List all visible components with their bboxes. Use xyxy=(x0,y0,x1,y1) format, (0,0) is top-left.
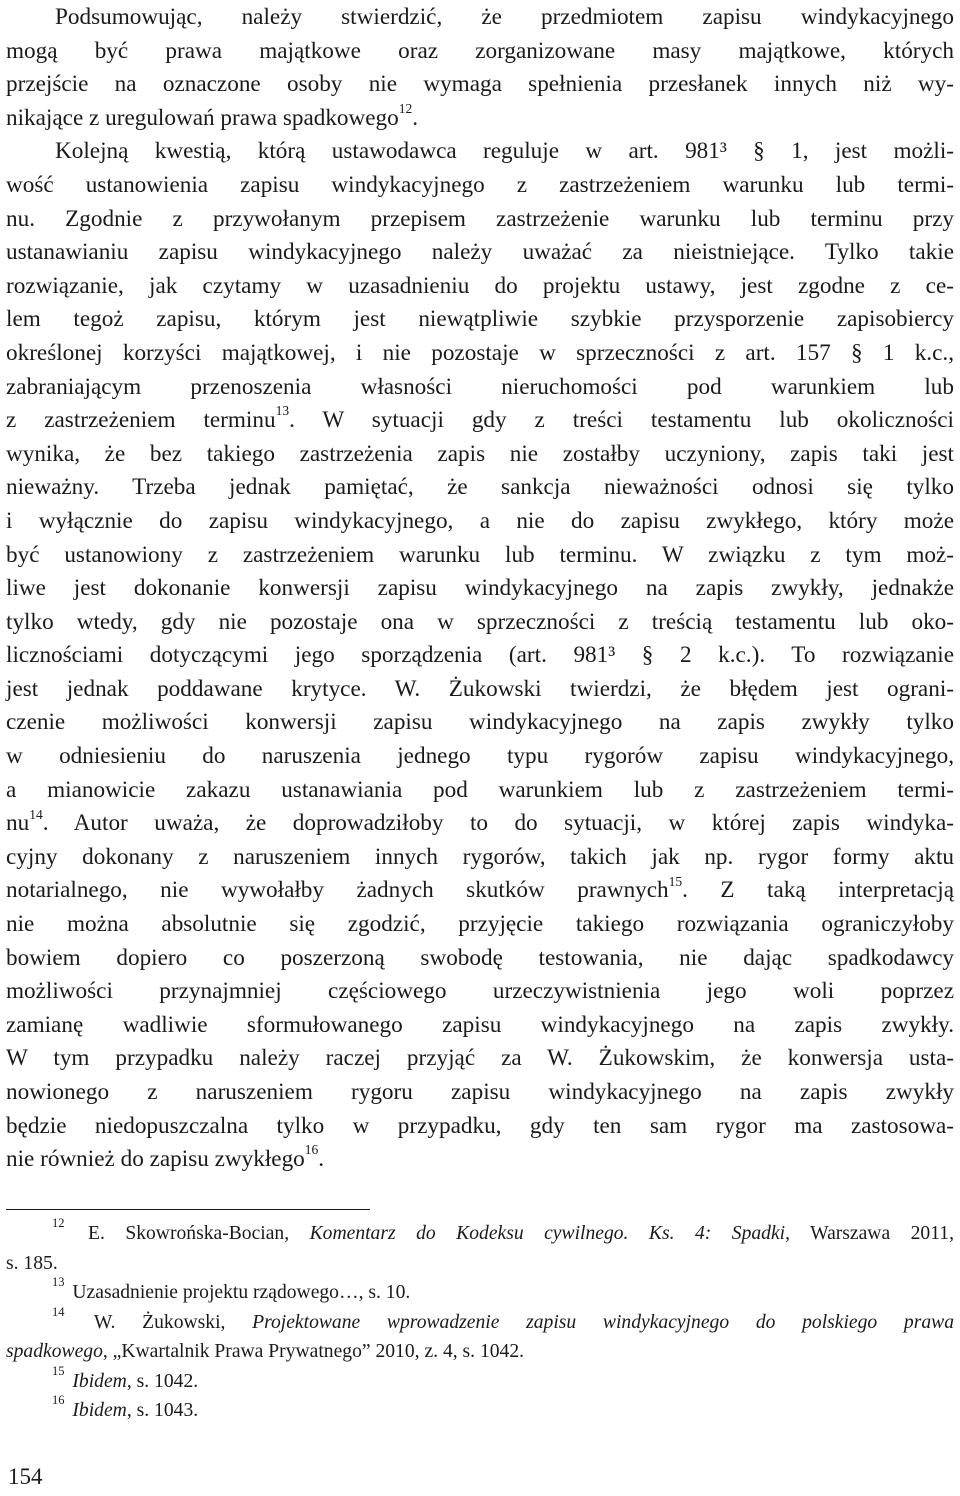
footnote-author: E. Skowrońska-Bocian, xyxy=(67,1223,310,1244)
footnote-text: , s. 1043. xyxy=(126,1400,199,1421)
text-fragment: nikające z uregulowań prawa spadkowego xyxy=(6,104,399,131)
footnote-text: Uzasadnienie projektu rządowego…, s. 10. xyxy=(67,1282,411,1303)
footnote-ref-15[interactable]: 15 xyxy=(668,873,683,889)
body-text xyxy=(6,1,954,1177)
text-line xyxy=(6,807,954,841)
text-line: a mianowicie zakazu ustanawiania pod warunkiem lub z zastrzeżeniem termi- xyxy=(6,776,954,803)
footnote-14 xyxy=(6,1304,954,1338)
text-line: będzie niedopuszczalna tylko w przypadku, gdy ten sam rygor ma zastosowa- xyxy=(6,1112,954,1139)
text-line: nie można absolutnie się zgodzić, przyjęcie takiego rozwiązania ograniczyłoby xyxy=(6,911,954,938)
footnote-13 xyxy=(6,1275,954,1308)
footnote-title: Projektowane wprowadzenie zapisu windykacyjnego do polskiego prawa xyxy=(252,1311,954,1333)
text-line: ustanawianiu zapisu windykacyjnego należy uważać za nieistniejące. Tylko takie xyxy=(6,239,954,266)
text-line: Kolejną kwestią, którą ustawodawca reguluje w art. 981³ § 1, jest możli- xyxy=(55,138,954,165)
text-line: przejście na oznaczone osoby nie wymaga spełnienia przesłanek innych niż wy- xyxy=(6,71,954,98)
text-line: mogą być prawa majątkowe oraz zorganizowane masy majątkowe, których xyxy=(6,37,954,64)
text-line: liwe jest dokonanie konwersji zapisu windykacyjnego na zapis zwykły, jednakże xyxy=(6,575,954,602)
text-line: możliwości przynajmniej częściowego urzeczywistnienia jego woli poprzez xyxy=(6,978,954,1005)
footnote-ref-16[interactable]: 16 xyxy=(304,1142,319,1158)
text-line: W tym przypadku należy raczej przyjąć za W. Żukowskim, że konwersja usta- xyxy=(6,1045,954,1072)
footnote-title: Komentarz do Kodeksu cywilnego. Ks. 4: Spadki xyxy=(309,1223,786,1244)
text-fragment: nu xyxy=(6,810,30,837)
text-fragment: . Autor uważa, że doprowadziłoby to do sytuacji, w której zapis windyka- xyxy=(42,810,954,837)
footnote-author: W. Żukowski, xyxy=(67,1311,253,1333)
text-line: wość ustanowienia zapisu windykacyjnego z zastrzeżeniem warunku lub termi- xyxy=(6,171,954,198)
footnote-16 xyxy=(6,1393,954,1426)
footnote-ibidem: Ibidem xyxy=(72,1400,127,1421)
text-line: lem tegoż zapisu, którym jest niewątpliwie szybkie przysporzenie zapisobiercy xyxy=(6,306,954,333)
text-line: wynika, że bez takiego zastrzeżenia zapis nie zostałby uczyniony, zapis taki jest xyxy=(6,440,954,467)
footnote-12-cont: s. 185. xyxy=(6,1252,58,1274)
footnotes xyxy=(6,1216,954,1426)
footnote-ibidem: Ibidem xyxy=(72,1370,127,1392)
text-fragment: . xyxy=(318,1146,325,1173)
text-line: być ustanowiony z zastrzeżeniem warunku lub terminu. W związku z tym moż- xyxy=(6,541,954,568)
text-line xyxy=(6,404,954,438)
footnote-number: 15 xyxy=(52,1363,65,1378)
text-fragment: . Z taką interpretacją xyxy=(682,877,954,904)
footnote-14-cont xyxy=(6,1337,954,1367)
text-line: jest jednak poddawane krytyce. W. Żukowski twierdzi, że błędem jest ograni- xyxy=(6,675,954,702)
text-line: czenie możliwości konwersji zapisu windykacyjnego na zapis zwykły tylko xyxy=(6,709,954,736)
text-fragment: notarialnego, nie wywołałby żadnych skutków prawnych xyxy=(6,877,669,904)
footnote-number: 13 xyxy=(52,1275,65,1290)
text-line xyxy=(6,102,954,136)
text-line: tylko wtedy, gdy nie pozostaje ona w sprzeczności z treścią testamentu lub oko- xyxy=(6,608,954,635)
text-fragment: . W sytuacji gdy z treści testamentu lub okoliczności xyxy=(289,407,955,434)
footnote-15 xyxy=(6,1363,954,1397)
text-line xyxy=(6,1143,954,1177)
footnote-ref-12[interactable]: 12 xyxy=(398,101,413,117)
footnote-ref-13[interactable]: 13 xyxy=(275,403,290,419)
text-line: cyjny dokonany z naruszeniem innych rygorów, takich jak np. rygor formy aktu xyxy=(6,843,954,870)
text-line: rozwiązanie, jak czytamy w uzasadnieniu do projektu ustawy, jest zgodne z ce- xyxy=(6,272,954,299)
text-fragment: z zastrzeżeniem terminu xyxy=(6,407,276,434)
text-line: nowionego z naruszeniem rygoru zapisu windykacyjnego na zapis zwykły xyxy=(6,1079,954,1105)
page-number: 154 xyxy=(8,1464,43,1489)
text-line: licznościami dotyczącymi jego sporządzenia (art. 981³ § 2 k.c.). To rozwiązanie xyxy=(6,642,954,669)
text-line: nieważny. Trzeba jednak pamiętać, że sankcja nieważności odnosi się tylko xyxy=(6,474,954,501)
text-line: bowiem dopiero co poszerzoną swobodę testowania, nie dając spadkodawcy xyxy=(6,944,954,971)
text-line: i wyłącznie do zapisu windykacyjnego, a nie do zapisu zwykłego, który może xyxy=(6,507,954,534)
footnote-text: , s. 1042. xyxy=(126,1370,199,1392)
text-fragment: . xyxy=(412,104,419,131)
footnote-number: 12 xyxy=(52,1216,65,1231)
text-line: nu. Zgodnie z przywołanym przepisem zastrzeżenie warunku lub terminu przy xyxy=(6,205,954,232)
footnote-12 xyxy=(6,1216,954,1249)
text-fragment: nie również do zapisu zwykłego xyxy=(6,1146,305,1173)
text-line: Podsumowując, należy stwierdzić, że przedmiotem zapisu windykacyjnego xyxy=(55,4,954,30)
footnote-divider xyxy=(6,1209,370,1210)
footnote-number: 14 xyxy=(52,1304,65,1319)
footnote-ref-14[interactable]: 14 xyxy=(29,806,43,822)
text-line: określonej korzyści majątkowej, i nie pozostaje w sprzeczności z art. 157 § 1 k.c., xyxy=(6,339,954,366)
text-line xyxy=(6,874,954,908)
footnote-text: , Warszawa 2011, xyxy=(785,1223,954,1244)
text-line: zabraniającym przenoszenia własności nieruchomości pod warunkiem lub xyxy=(6,373,954,400)
footnote-number: 16 xyxy=(52,1393,65,1408)
text-line: zamianę wadliwie sformułowanego zapisu windykacyjnego na zapis zwykły. xyxy=(6,1011,954,1038)
footnote-title: spadkowego xyxy=(6,1341,103,1362)
text-line: w odniesieniu do naruszenia jednego typu rygorów zapisu windykacyjnego, xyxy=(6,743,954,770)
footnote-text: , „Kwartalnik Prawa Prywatnego” 2010, z. 4, s. 1042. xyxy=(102,1341,525,1362)
